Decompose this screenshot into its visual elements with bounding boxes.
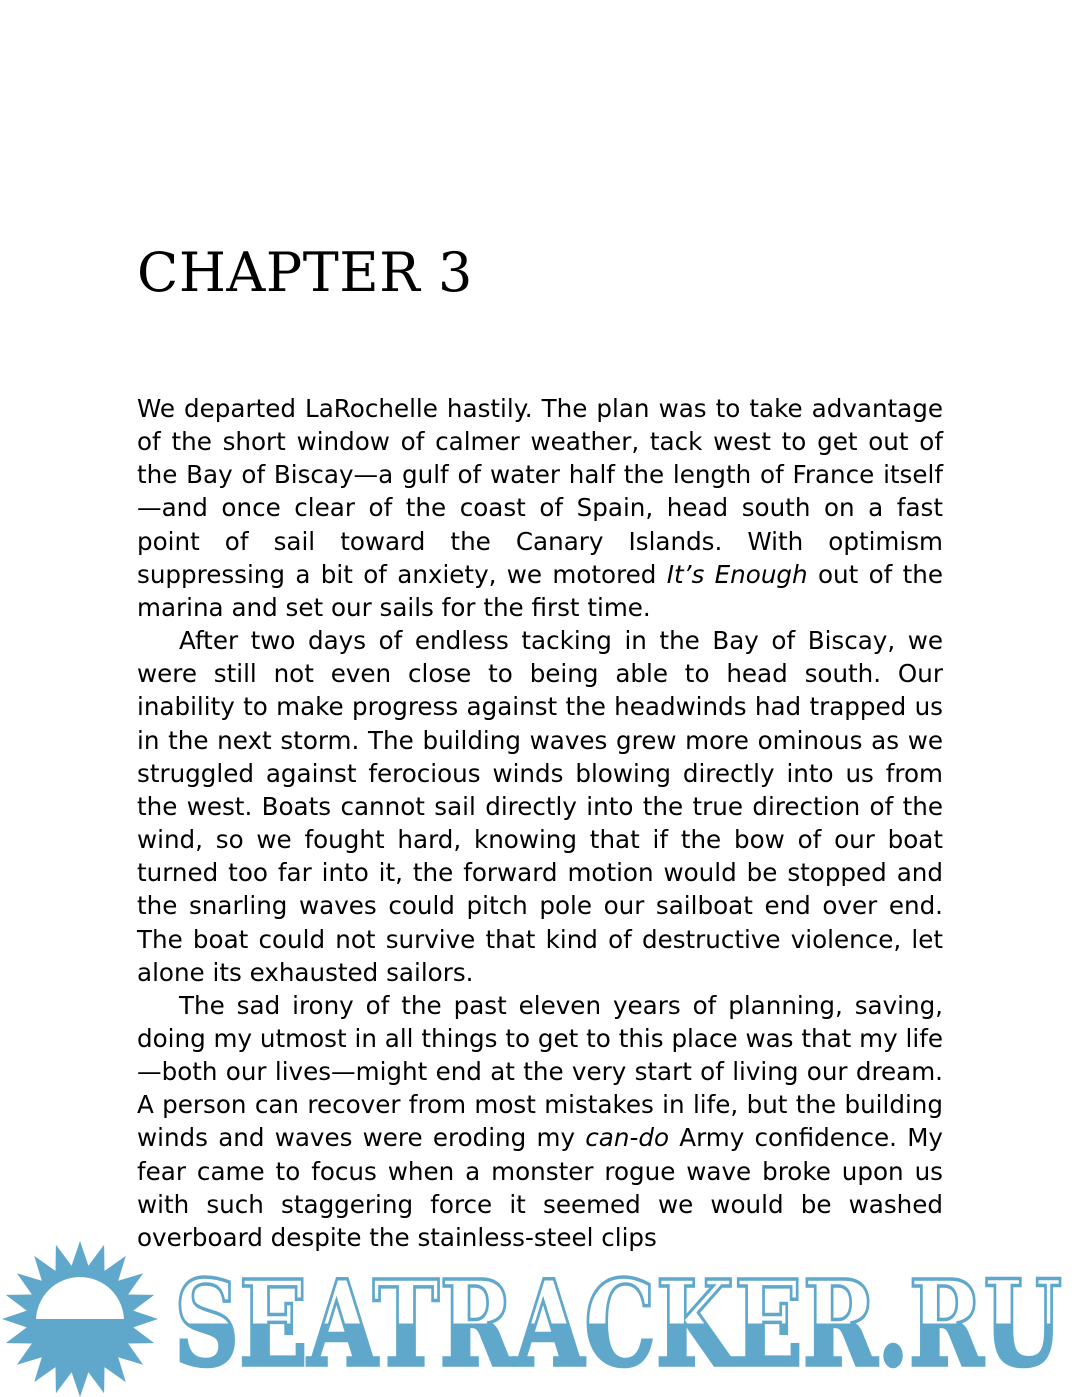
watermark-text: SEATRACKER.RU xyxy=(174,1254,1062,1393)
paragraph-3-text-b: Army confidence. My fear came to focus when a monster rogue wave broke upon us with such staggering force it seemed we would be washed overboard despite the stainless-steel clips xyxy=(137,1123,943,1252)
sun-icon xyxy=(2,1241,158,1397)
paragraph-3-text-a: The sad irony of the past eleven years of planning, saving, doing my utmost in all things to get to this place was that my life—both our lives—might end at the very start of living our dream. A person can recover from most mistakes in life, but the building winds and waves were eroding my xyxy=(137,990,943,1153)
chapter-title: CHAPTER 3 xyxy=(137,241,473,304)
paragraph-1-text-b: out of the marina and set our sails for the first time. xyxy=(137,559,944,622)
chapter-body xyxy=(137,392,943,1254)
paragraph-1 xyxy=(137,392,943,624)
paragraph-2: After two days of endless tacking in the Bay of Biscay, we were still not even close to being able to head south. Our inability to make progress against the headwinds had trapped us in the next storm. The building waves grew more ominous as we struggled against ferocious winds blowing directly into us from the west. Boats cannot sail directly into the true direction of the wind, so we fought hard, knowing that if the bow of our boat turned too far into it, the forward motion would be stopped and the snarling waves could pitch pole our sailboat end over end. The boat could not survive that kind of destructive violence, let alone its exhausted sailors. xyxy=(137,626,943,987)
boat-name-italic: It’s Enough xyxy=(666,559,808,589)
paragraph-1-text-a: We departed LaRochelle hastily. The plan was to take advantage of the short window of calmer weather, tack west to get out of the Bay of Biscay—a gulf of water half the length of France itself—and once clear of the coast of Spain, head south on a fast point of sail toward the Canary Islands. With optimism suppressing a bit of anxiety, we motored xyxy=(137,394,943,589)
paragraph-3 xyxy=(137,989,943,1254)
can-do-italic: can-do xyxy=(585,1123,669,1153)
watermark-banner xyxy=(0,1236,1080,1397)
